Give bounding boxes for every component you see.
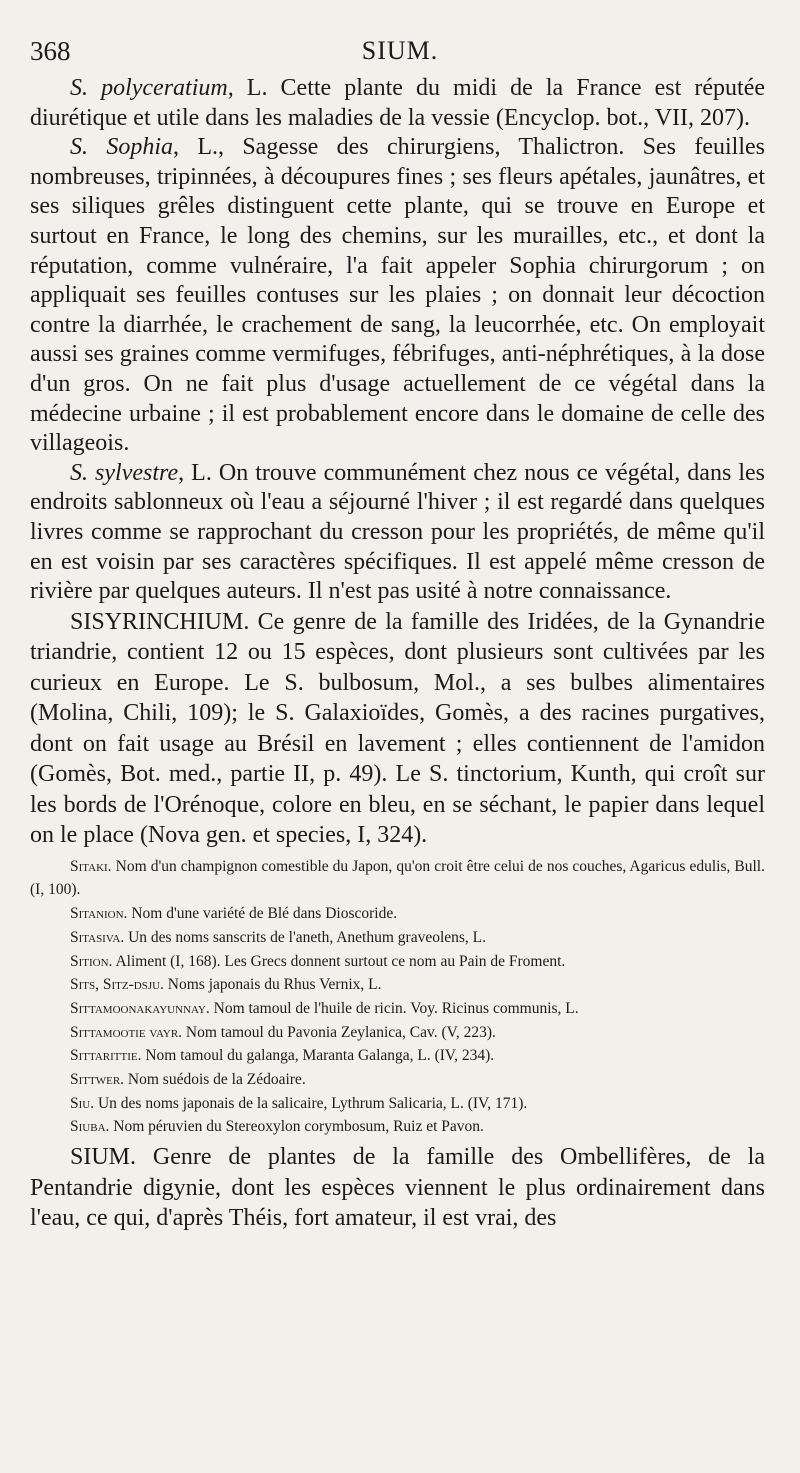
minor-entries [30, 855, 765, 1139]
entry-sium [30, 1142, 765, 1234]
minor-text: Nom d'un champignon comestible du Japon, qu'on croit être celui de nos couches, Agaricus edulis, Bull. (I, 100). [30, 857, 765, 899]
minor-text: Nom tamoul du Pavonia Zeylanica, Cav. (V, 223). [182, 1023, 496, 1041]
minor-entry [30, 997, 765, 1021]
minor-entry [30, 1021, 765, 1045]
minor-head: Sition. [70, 952, 113, 970]
main-entries [30, 74, 765, 851]
minor-text: Nom d'une variété de Blé dans Dioscoride. [127, 905, 398, 923]
final-entry [30, 1142, 765, 1234]
minor-text: Nom tamoul du galanga, Maranta Galanga, L. (IV, 234). [141, 1047, 495, 1065]
minor-head: Sitanion. [70, 905, 128, 923]
entry-head: S. Sophia [70, 134, 173, 161]
minor-head: Sittamoonakayunnay. [70, 999, 210, 1017]
entry-sophia [30, 133, 765, 459]
minor-text: Aliment (I, 168). Les Grecs donnent surtout ce nom au Pain de Froment. [112, 952, 566, 970]
minor-entry [30, 926, 765, 950]
entry-text: Ce genre de la famille des Iridées, de la Gynandrie triandrie, contient 12 ou 15 espèces, dont plusieurs sont cultivées par les curieux en Europe. Le S. bulbosum, Mol., a ses bulbes alimentaires (Molina, Chili, 109); le S. Galaxioïdes, Gomès, a des racines purgatives, dont on fait usage au Brésil en lavement ; elles contiennent de l'amidon (Gomès, Bot. med., partie II, p. 49). Le S. tinctorium, Kunth, qui croît sur les bords de l'Orénoque, colore en bleu, en se séchant, le papier dans lequel on le place (Nova gen. et species, I, 324). [30, 608, 765, 849]
minor-head: Sittarittie. [70, 1047, 142, 1065]
entry-text: , L. Cette plante du midi de la France est réputée diurétique et utile dans les maladies de la vessie (Encyclop. bot., VII, 207). [30, 75, 765, 131]
minor-text: Nom tamoul de l'huile de ricin. Voy. Ricinus communis, L. [209, 999, 579, 1017]
entry-head: S. polyceratium [70, 75, 228, 101]
minor-head: Siu. [70, 1094, 95, 1112]
page-header [30, 36, 770, 76]
page-number: 368 [30, 36, 71, 66]
minor-head: Sitasiva. [70, 928, 125, 946]
minor-text: Un des noms japonais de la salicaire, Lythrum Salicaria, L. (IV, 171). [94, 1094, 528, 1112]
entry-head: S. sylvestre [70, 459, 179, 486]
minor-entry [30, 902, 765, 926]
entry-polyceratium [30, 74, 765, 133]
minor-text: Un des noms sanscrits de l'aneth, Anethum graveolens, L. [124, 928, 487, 946]
entry-text: , L., Sagesse des chirurgiens, Thalictron. Ses feuilles nombreuses, tripinnées, à découpures fines ; ses fleurs apétales, jaunâtres, et ses siliques grêles distinguent cette plante, qui se trouve en Europe et surtout en France, le long des chemins, sur les murailles, etc., et dont la réputation, comme vulnéraire, l'a fait appeler Sophia chirurgorum ; on appliquait ses feuilles contuses sur les plaies ; on donnait leur décoction contre la diarrhée, le crachement de sang, la leucorrhée, etc. On employait aussi ses graines comme vermifuges, fébrifuges, anti-néphrétiques, à la dose d'un gros. On ne fait plus d'usage actuellement de ce végétal dans la médecine urbaine ; il est probablement encore dans le domaine de celle des villageois. [30, 134, 765, 457]
minor-text: Nom péruvien du Stereoxylon corymbosum, Ruiz et Pavon. [109, 1118, 484, 1136]
minor-entry [30, 1044, 765, 1068]
minor-head: Siuba. [70, 1118, 110, 1136]
minor-head: Sits, Sitz-dsju. [70, 976, 164, 994]
entry-sylvestre [30, 459, 765, 607]
minor-entry [30, 855, 765, 902]
minor-entry [30, 1092, 765, 1116]
entry-head: SISYRINCHIUM. [70, 608, 250, 635]
page-body [30, 74, 765, 1234]
minor-entry [30, 1115, 765, 1139]
minor-entry [30, 1068, 765, 1092]
entry-text: , L. On trouve communément chez nous ce végétal, dans les endroits sablonneux où l'eau a séjourné l'hiver ; il est regardé dans quelques livres comme se rapprochant du cresson pour les propriétés, de même qu'il en est voisin par ses caractères spécifiques. Il est appelé même cresson de rivière par quelques auteurs. Il n'est pas usité à notre connaissance. [30, 459, 766, 605]
minor-text: Nom suédois de la Zédoaire. [124, 1071, 306, 1089]
minor-entry [30, 973, 765, 997]
minor-head: Sittwer. [70, 1071, 125, 1089]
entry-text: Genre de plantes de la famille des Ombellifères, de la Pentandrie digynie, dont les espèces viennent le plus ordinairement dans l'eau, ce qui, d'après Théis, fort amateur, il est vrai, des [30, 1144, 765, 1232]
minor-text: Noms japonais du Rhus Vernix, L. [163, 976, 382, 994]
minor-head: Sittamootie vayr. [70, 1023, 183, 1041]
entry-sisyrinchium [30, 607, 765, 851]
minor-entry [30, 950, 765, 974]
entry-head: SIUM. [70, 1144, 137, 1171]
running-title: SIUM. [361, 36, 439, 65]
minor-head: Sitaki. [70, 857, 112, 875]
